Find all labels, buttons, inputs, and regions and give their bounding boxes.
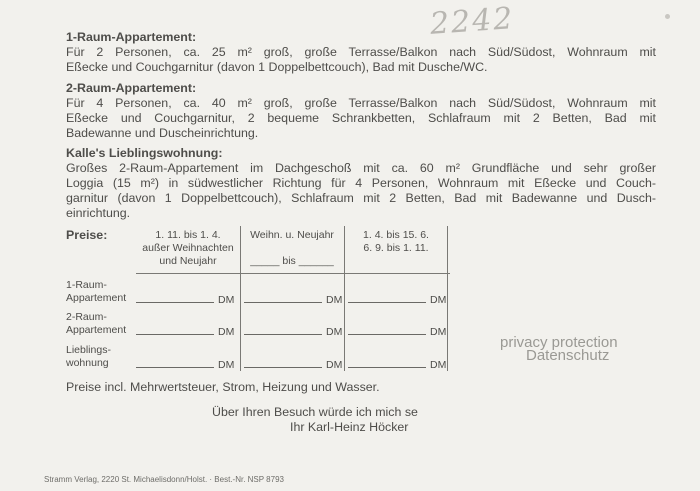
row-label-lieblingswohnung bbox=[66, 344, 111, 370]
row-label-line: 1-Raum- bbox=[66, 279, 107, 291]
section-line: einrichtung. bbox=[66, 206, 131, 220]
currency-label: DM bbox=[326, 359, 343, 371]
column-header-3 bbox=[344, 229, 448, 255]
row-label-line: Appartement bbox=[66, 292, 127, 304]
section-lieblingswohnung bbox=[66, 146, 656, 221]
row-label-2-raum bbox=[66, 311, 126, 337]
currency-label: DM bbox=[430, 326, 447, 338]
column-header-line: 6. 9. bis 1. 11. bbox=[363, 242, 429, 254]
price-cell bbox=[244, 324, 342, 338]
section-line: garnitur (davon 1 Doppelbettcouch), Schlafraum mit 2 Betten, Bad mit Badewanne und Dusch- bbox=[66, 191, 656, 205]
column-header-line: 1. 4. bis 15. 6. bbox=[363, 229, 429, 241]
table-divider bbox=[136, 273, 450, 274]
column-header-line: 1. 11. bis 1. 4. bbox=[155, 229, 221, 241]
currency-label: DM bbox=[430, 294, 447, 306]
section-heading: Kalle's Lieblingswohnung: bbox=[66, 146, 223, 160]
prices-footnote: Preise incl. Mehrwertsteuer, Strom, Heizung und Wasser. bbox=[66, 380, 380, 394]
prices-label: Preise: bbox=[66, 228, 108, 242]
row-label-1-raum bbox=[66, 279, 126, 305]
currency-label: DM bbox=[430, 359, 447, 371]
currency-label: DM bbox=[218, 326, 235, 338]
column-header-line: Weihn. u. Neujahr bbox=[250, 229, 334, 241]
section-line: Badewanne und Duscheinrichtung. bbox=[66, 126, 259, 140]
section-2-raum bbox=[66, 81, 656, 141]
signoff-text: Über Ihren Besuch würde ich mich se bbox=[212, 405, 418, 419]
column-header-2 bbox=[240, 229, 344, 268]
column-header-line: außer Weihnachten bbox=[142, 242, 234, 254]
column-header-line: _____ bis ______ bbox=[250, 255, 334, 267]
signature-name: Ihr Karl-Heinz Höcker bbox=[290, 420, 409, 434]
row-label-line: Lieblings- bbox=[66, 344, 111, 356]
section-line: Loggia (15 m²) in südwestlicher Richtung für 4 Personen, Wohnraum mit Eßecke und Couch- bbox=[66, 176, 656, 190]
section-line: Für 4 Personen, ca. 40 m² groß, große Terrasse/Balkon nach Süd/Südost, Wohnraum mit bbox=[66, 96, 656, 110]
price-cell bbox=[244, 292, 342, 306]
section-line: Für 2 Personen, ca. 25 m² groß, große Terrasse/Balkon nach Süd/Südost, Wohnraum mit bbox=[66, 45, 656, 59]
currency-label: DM bbox=[326, 294, 343, 306]
price-cell bbox=[136, 292, 234, 306]
section-line: Eßecke und Couchgarnitur, 2 bequeme Schrankbetten, Schlafraum mit 2 Betten, Bad mit bbox=[66, 111, 656, 125]
row-label-line: 2-Raum- bbox=[66, 311, 107, 323]
section-line: Eßecke und Couchgarnitur (davon 1 Doppelbettcouch), Bad mit Dusche/WC. bbox=[66, 60, 488, 74]
price-cell bbox=[244, 357, 342, 371]
section-1-raum bbox=[66, 30, 656, 75]
publisher-imprint: Stramm Verlag, 2220 St. Michaelisdonn/Holst. · Best.-Nr. NSP 8793 bbox=[44, 475, 284, 484]
column-header-1 bbox=[136, 229, 240, 268]
table-divider bbox=[447, 226, 448, 371]
section-line: Großes 2-Raum-Appartement im Dachgeschoß mit ca. 60 m² Grundfläche und sehr großer bbox=[66, 161, 656, 175]
currency-label: DM bbox=[218, 359, 235, 371]
privacy-watermark-sub: Datenschutz bbox=[526, 347, 610, 364]
price-cell bbox=[348, 292, 446, 306]
row-label-line: Appartement bbox=[66, 324, 127, 336]
price-cell bbox=[136, 357, 234, 371]
table-divider bbox=[344, 226, 345, 371]
section-heading: 2-Raum-Appartement: bbox=[66, 81, 197, 95]
column-header-line: und Neujahr bbox=[159, 255, 217, 267]
price-cell bbox=[136, 324, 234, 338]
row-label-line: wohnung bbox=[66, 357, 109, 369]
corner-dot bbox=[665, 14, 670, 19]
table-divider bbox=[240, 226, 241, 371]
price-cell bbox=[348, 357, 446, 371]
price-cell bbox=[348, 324, 446, 338]
section-heading: 1-Raum-Appartement: bbox=[66, 30, 197, 44]
currency-label: DM bbox=[218, 294, 235, 306]
handwritten-number: 2242 bbox=[428, 1, 516, 42]
privacy-watermark: privacy protection bbox=[500, 334, 618, 351]
currency-label: DM bbox=[326, 326, 343, 338]
